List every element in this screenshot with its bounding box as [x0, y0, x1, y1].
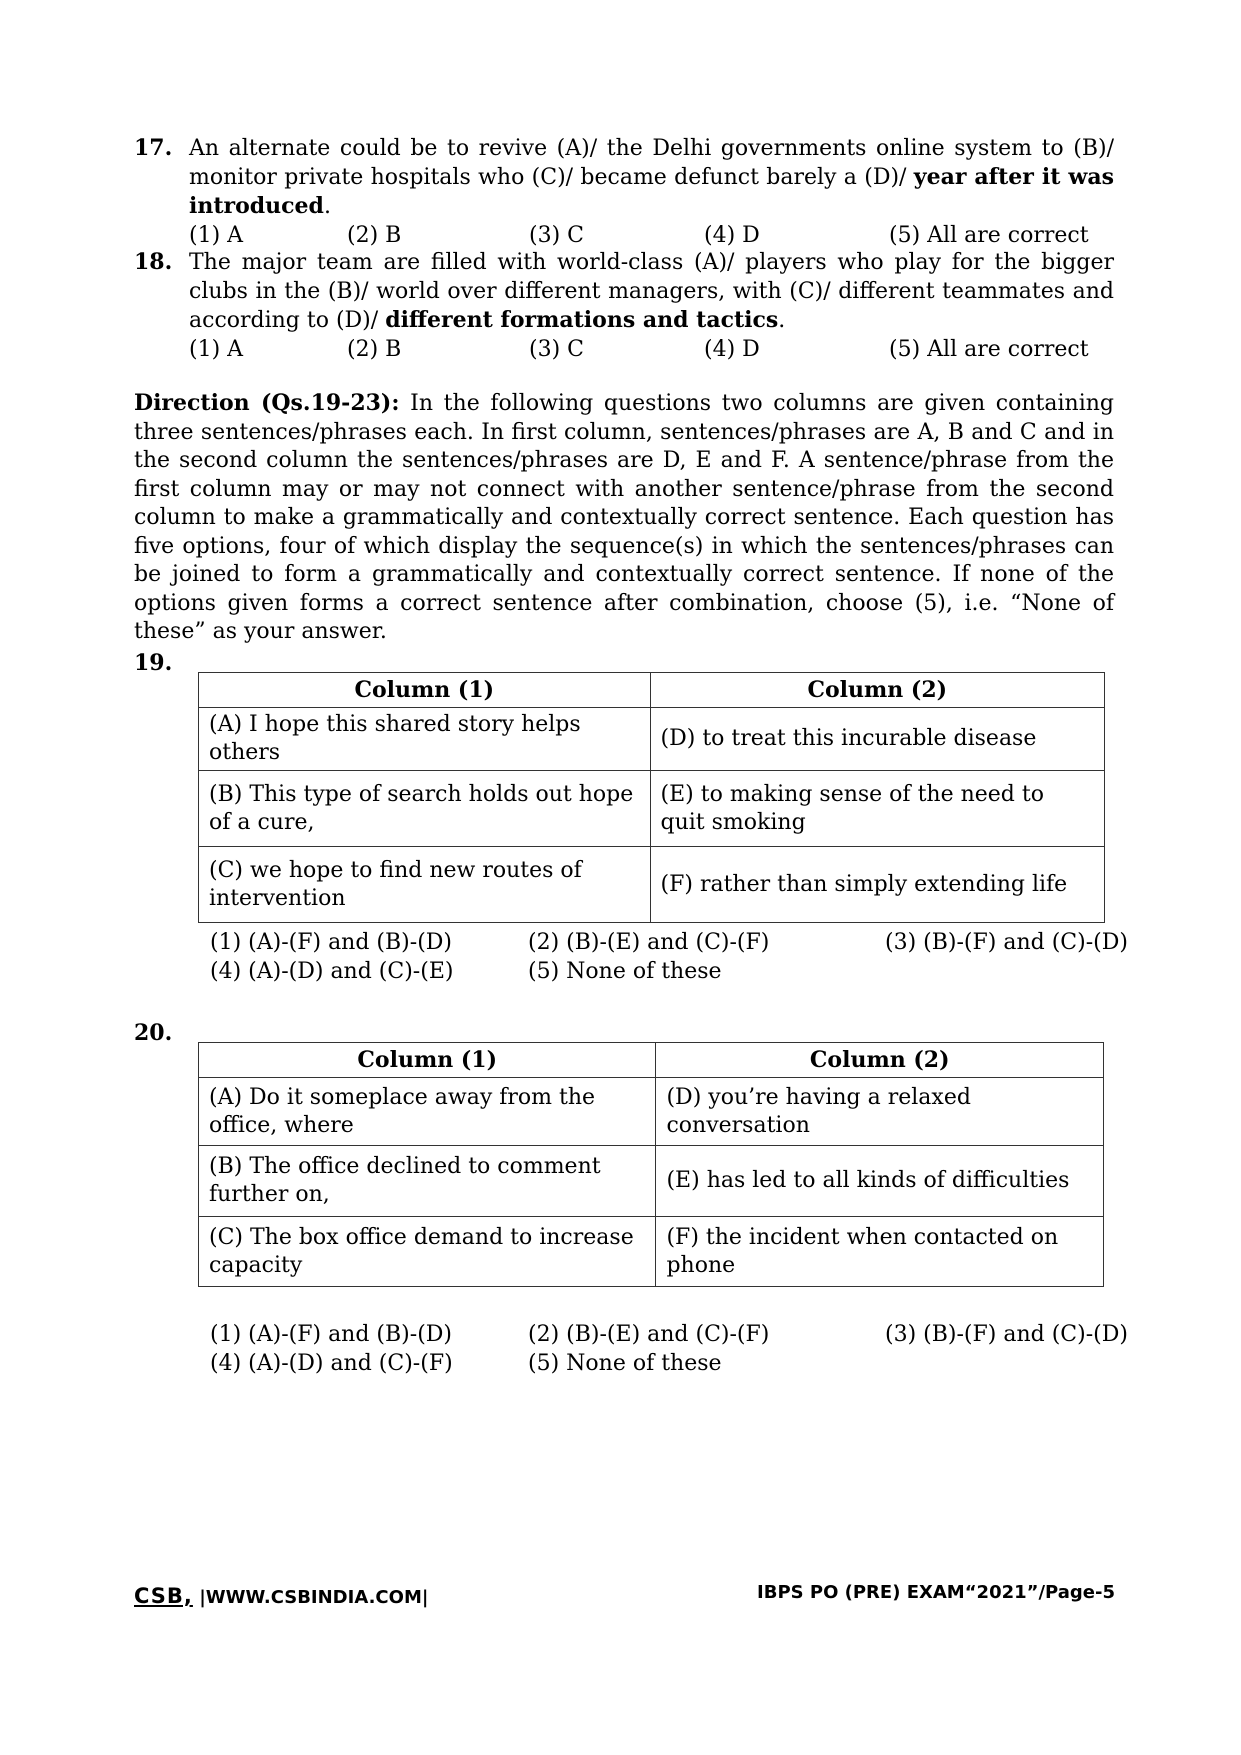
table-cell: (E) to making sense of the need to quit smoking [650, 771, 1104, 847]
option-3: (3) (B)-(F) and (C)-(D) [885, 1322, 1128, 1347]
column-2-header: Column (2) [650, 673, 1104, 708]
table-row [199, 708, 1105, 771]
question-18 [134, 248, 1114, 364]
option-2: (2) (B)-(E) and (C)-(F) [528, 930, 770, 955]
table-cell: (D) to treat this incurable disease [650, 708, 1104, 771]
question-19-number: 19. [134, 650, 173, 676]
option-3: (3) (B)-(F) and (C)-(D) [885, 930, 1128, 955]
table-row [199, 771, 1105, 847]
option-list [189, 335, 1114, 364]
direction-label: Direction (Qs.19-23): [134, 390, 400, 416]
direction-text: In the following questions two columns are given containing three sentences/phrases each. In first column, sentences/phrases are A, B and C and in the second column the sentences/phrases are D, E and F. A sentence/phrase from the first column may or may not connect with another sentence/phrase from the second column to make a grammatically and contextually correct sentence. Each question has five options, four of which display the sequence(s) in which the sentences/phrases can be joined to form a grammatically and contextually correct sentence. If none of the options given forms a correct sentence after combination, choose (5), i.e. “None of these” as your answer. [134, 391, 1114, 644]
table-cell: (A) I hope this shared story helps others [199, 708, 651, 771]
table-cell: (B) The office declined to comment further on, [199, 1146, 656, 1217]
option-3: (3) C [529, 337, 584, 362]
column-1-header: Column (1) [199, 1043, 656, 1078]
table-cell: (C) we hope to find new routes of intervention [199, 847, 651, 923]
footer-brand [134, 1584, 428, 1608]
table-row [199, 1217, 1104, 1287]
question-20-table [198, 1042, 1104, 1287]
option-5: (5) None of these [528, 959, 722, 984]
table-cell: (D) you’re having a relaxed conversation [656, 1078, 1104, 1146]
question-19-options [210, 928, 1128, 986]
table-row [199, 1078, 1104, 1146]
brand-logo-text: CSB, [134, 1584, 193, 1608]
question-text-bold: year after it was introduced [189, 164, 1114, 219]
table-cell: (F) rather than simply extending life [650, 847, 1104, 923]
option-1: (1) (A)-(F) and (B)-(D) [210, 1322, 452, 1347]
option-5: (5) None of these [528, 1351, 722, 1376]
option-5: (5) All are correct [889, 223, 1089, 248]
question-text-end: . [778, 308, 786, 333]
table-row [199, 847, 1105, 923]
option-4: (4) (A)-(D) and (C)-(E) [210, 959, 454, 984]
option-4: (4) (A)-(D) and (C)-(F) [210, 1351, 453, 1376]
table-cell: (F) the incident when contacted on phone [656, 1217, 1104, 1287]
table-cell: (A) Do it someplace away from the office, where [199, 1078, 656, 1146]
question-text-bold: different formations and tactics [385, 307, 779, 333]
column-2-header: Column (2) [656, 1043, 1104, 1078]
website-text: |WWW.CSBINDIA.COM| [192, 1587, 429, 1608]
question-20-options [210, 1320, 1128, 1378]
option-1: (1) (A)-(F) and (B)-(D) [210, 930, 452, 955]
question-number: 17. [134, 135, 173, 161]
question-17 [134, 134, 1114, 250]
question-text-plain: The major team are filled with world-class (A)/ players who play for the bigger clubs in the (B)/ world over different managers, with (C)/ different teammates and according to (D)/ [189, 250, 1114, 333]
table-cell: (E) has led to all kinds of difficulties [656, 1146, 1104, 1217]
question-19-table [198, 672, 1105, 923]
question-text [189, 134, 1114, 221]
option-4: (4) D [704, 223, 760, 248]
question-text-plain: An alternate could be to revive (A)/ the Delhi governments online system to (B)/ monitor private hospitals who (C)/ became defunct barely a (D)/ [189, 136, 1114, 190]
table-header-row [199, 1043, 1104, 1078]
option-3: (3) C [529, 223, 584, 248]
column-1-header: Column (1) [199, 673, 651, 708]
question-text-end: . [323, 194, 331, 219]
table-row [199, 1146, 1104, 1217]
option-2: (2) (B)-(E) and (C)-(F) [528, 1322, 770, 1347]
question-text [189, 248, 1114, 335]
option-2: (2) B [347, 223, 402, 248]
question-number: 18. [134, 249, 173, 275]
page-label: IBPS PO (PRE) EXAM“2021”/Page-5 [757, 1582, 1115, 1603]
direction-paragraph [134, 389, 1114, 647]
table-cell: (C) The box office demand to increase capacity [199, 1217, 656, 1287]
option-5: (5) All are correct [889, 337, 1089, 362]
option-4: (4) D [704, 337, 760, 362]
question-20-number: 20. [134, 1020, 173, 1046]
table-cell: (B) This type of search holds out hope of a cure, [199, 771, 651, 847]
option-1: (1) A [189, 337, 244, 362]
option-1: (1) A [189, 223, 244, 248]
table-header-row [199, 673, 1105, 708]
option-list [189, 221, 1114, 250]
option-2: (2) B [347, 337, 402, 362]
